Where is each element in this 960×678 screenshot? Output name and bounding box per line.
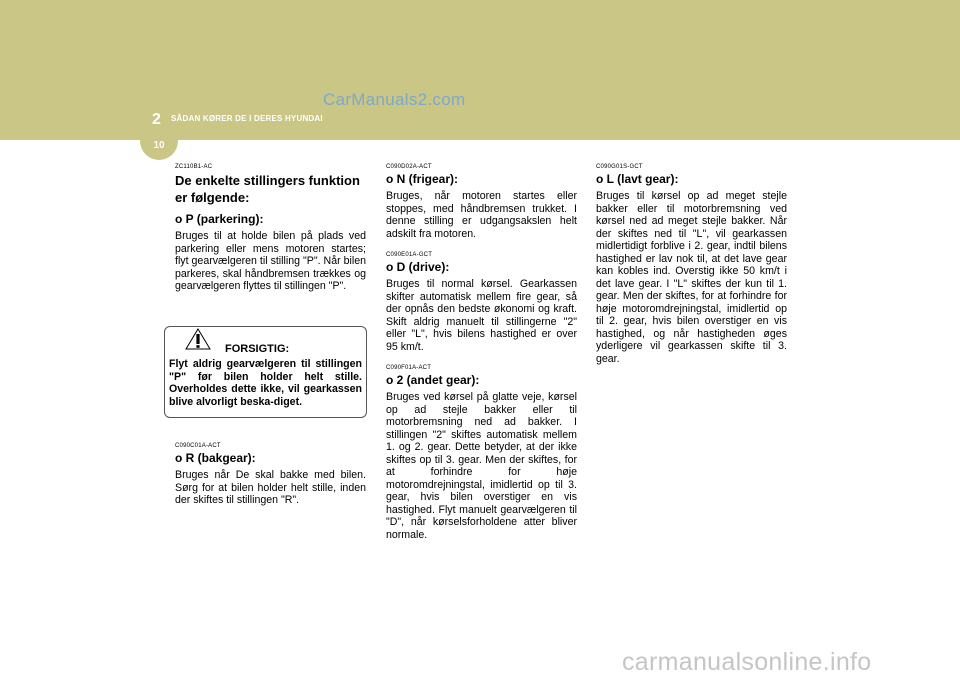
section-reverse — [175, 443, 366, 507]
reverse-heading: o R (bakgear): — [175, 451, 256, 465]
park-heading: o P (parkering): — [175, 212, 264, 226]
reverse-text: Bruges når De skal bakke med bilen. Sørg for at bilen holder helt stille, inden der skiftes til stillingen "R". — [175, 469, 366, 506]
second-heading: o 2 (andet gear): — [386, 373, 480, 387]
section-drive — [386, 252, 577, 353]
caution-box — [164, 326, 367, 418]
chapter-title: SÅDAN KØRER DE I DERES HYUNDAI — [171, 114, 323, 123]
park-text: Bruges til at holde bilen på plads ved parkering eller mens motoren startes; flyt gearvælgeren til stilling "P". Når bilen parkeres, skal håndbremsen trækkes og gearvælgeren flyttes til stillingen "P". — [175, 230, 366, 292]
header-band — [0, 0, 960, 140]
section-code: C090C01A-ACT — [175, 443, 221, 449]
caution-text: Flyt aldrig gearvælgeren til stillingen "P" før bilen holder helt stille. Overholdes dette ikke, vil gearkassen blive alvorligt beska-diget. — [169, 358, 362, 408]
neutral-heading: o N (frigear): — [386, 172, 458, 186]
low-heading: o L (lavt gear): — [596, 172, 679, 186]
neutral-text: Bruges, når motoren startes eller stoppes, med håndbremsen trukket. I denne stilling er udgangsakslen helt adskilt fra motoren. — [386, 190, 577, 240]
section-code: C090D02A-ACT — [386, 164, 432, 170]
section-code: C090F01A-ACT — [386, 365, 432, 371]
section-title: De enkelte stillingers funktion er følgende: — [175, 173, 360, 205]
section-low — [596, 164, 787, 365]
warning-icon — [185, 328, 211, 350]
drive-heading: o D (drive): — [386, 260, 450, 274]
section-second — [386, 365, 577, 541]
chapter-number: 2 — [152, 111, 161, 128]
page-number: 10 — [153, 140, 165, 151]
section-code: C090E01A-GCT — [386, 252, 433, 258]
column-3 — [596, 164, 787, 377]
watermark-top[interactable]: CarManuals2.com — [323, 90, 466, 109]
second-text: Bruges ved kørsel på glatte veje, kørsel op ad stejle bakker eller til motorbremsning ned ad bakker. I stillingen "2" skiftes automatisk mellem 1. og 2. gear. Dette betyder, at der ikke skiftes op til 3. gear. Men der skiftes, for at forhindre for høje motoromdrejningstal, imidlertid op til 3. gear, hvis bilen overstiger en vis hastighed. Flyt manuelt gearvælgeren til "D", når kørselsforholdene atter bliver normale. — [386, 391, 577, 541]
caution-title: FORSIGTIG: — [225, 343, 290, 355]
section-code: ZC110B1-AC — [175, 164, 213, 170]
low-text: Bruges til kørsel op ad meget stejle bakker eller til motorbremsning ved kørsel ned ad meget stejle bakker. Når der skiftes ned til "L", vil gearkassen midlertidigt forblive i 2. gear, indtil bilens hastighed er lav nok til, at det lave gear kan kobles ind. Overstig ikke 50 km/t i det lave gear. I "L" skiftes der kun til 1. gear. Men der skiftes, for at forhindre for høje motoromdrejningstal, imidlertid op til 2. gear, hvis bilen overstiger en vis hastighed, og når hastigheden øges yderligere vil gearkassen skifte til 3. gear. — [596, 190, 787, 365]
column-1 — [175, 164, 366, 293]
section-intro — [175, 164, 366, 293]
watermark-bottom[interactable]: carmanualsonline.info — [622, 648, 872, 676]
section-code: C090G01S-GCT — [596, 164, 643, 170]
drive-text: Bruges til normal kørsel. Gearkassen skifter automatisk mellem fire gear, så der opnås den bedste økonomi og kraft. Skift aldrig manuelt til stillingerne "2" eller "L", hvis bilens hastighed er over 95 km/t. — [386, 278, 577, 353]
section-neutral — [386, 164, 577, 240]
column-2 — [386, 164, 577, 553]
